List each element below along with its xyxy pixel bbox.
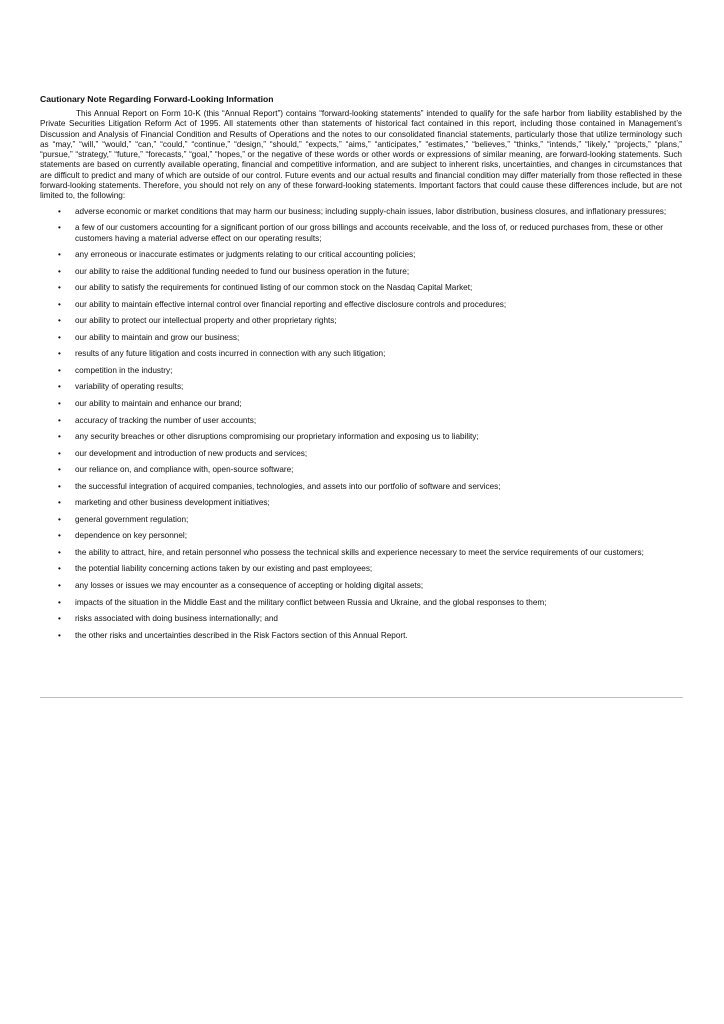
list-item-text: a few of our customers accounting for a significant portion of our gross billings and accounts receivable, and the loss of, or reduced purchases from, these or other customers having a material adverse effect on our operating results; xyxy=(75,223,663,243)
list-item-text: any security breaches or other disruptions compromising our proprietary information and exposing us to liability; xyxy=(75,432,479,442)
bullet-icon: • xyxy=(58,283,61,293)
list-item xyxy=(40,250,682,260)
list-item-text: our development and introduction of new products and services; xyxy=(75,448,308,458)
bullet-icon: • xyxy=(58,581,61,590)
bullet-icon: • xyxy=(58,432,61,442)
list-item xyxy=(40,432,682,442)
list-item-text: our ability to raise the additional funding needed to fund our business operation in the future; xyxy=(75,266,410,276)
list-item-text: general government regulation; xyxy=(75,514,189,524)
list-item xyxy=(40,333,682,343)
list-item-text: dependence on key personnel; xyxy=(75,531,187,541)
list-item-text: our ability to maintain effective internal control over financial reporting and effective disclosure controls and procedures; xyxy=(75,299,507,309)
intro-paragraph: This Annual Report on Form 10-K (this “Annual Report”) contains “forward-looking statements” intended to qualify for the safe harbor from liability established by the Private Securities Litigation Reform Act of 1995. All statements other than statements of historical fact contained in this report, including those contained in Management’s Discussion and Analysis of Financial Condition and Results of Operations and the notes to our consolidated financial statements, particularly those that utilize terminology such as “may,” “will,” “would,” “can,” “could,” “continue,” “design,” “should,” “expects,” “aims,” “anticipates,” “estimates,” “believes,” “thinks,” “intends,” “likely,” “projects,” “plans,” “pursue,” “strategy,” “future,” “forecasts,” “goal,” “hopes,” or the negative of these words or other words or expressions of similar meaning, are forward-looking statements. Such statements are based on currently available operating, financial and competitive information, and are subject to inherent risks, uncertainties, and changes in circumstances that are difficult to predict and many of which are outside of our control. Future events and our actual results and financial condition may differ materially from those reflected in these forward-looking statements. Therefore, you should not rely on any of these forward-looking statements. Important factors that could cause these differences include, but are not limited to, the following: xyxy=(40,109,682,201)
list-item xyxy=(40,531,682,541)
list-item xyxy=(40,598,682,608)
bullet-icon: • xyxy=(58,349,61,359)
bullet-icon: • xyxy=(58,614,61,624)
bullet-icon: • xyxy=(58,299,61,309)
list-item-text: marketing and other business development initiatives; xyxy=(75,498,270,508)
list-item xyxy=(40,631,682,641)
list-item-text: the other risks and uncertainties described in the Risk Factors section of this Annual Report. xyxy=(75,630,408,640)
section-divider xyxy=(40,697,683,698)
list-item-text: adverse economic or market conditions that may harm our business; including supply-chain issues, labor distribution, business closures, and inflationary pressures; xyxy=(75,206,667,216)
risk-factor-list xyxy=(40,207,682,641)
list-item xyxy=(40,300,682,310)
bullet-icon: • xyxy=(58,365,61,375)
bullet-icon: • xyxy=(58,398,61,408)
bullet-icon: • xyxy=(58,514,61,524)
bullet-icon: • xyxy=(58,382,61,392)
section-heading: Cautionary Note Regarding Forward-Looking Information xyxy=(40,94,274,104)
list-item-text: our ability to protect our intellectual property and other proprietary rights; xyxy=(75,316,337,326)
document-page xyxy=(40,94,682,647)
list-item xyxy=(40,564,682,574)
list-item xyxy=(40,399,682,409)
bullet-icon: • xyxy=(58,465,61,475)
list-item-text: the successful integration of acquired companies, technologies, and assets into our portfolio of software and services; xyxy=(75,481,501,491)
bullet-icon: • xyxy=(58,206,61,216)
bullet-icon: • xyxy=(58,415,61,425)
list-item-text: accuracy of tracking the number of user accounts; xyxy=(75,415,257,425)
list-item xyxy=(40,416,682,426)
bullet-icon: • xyxy=(58,448,61,458)
list-item-text: the potential liability concerning actions taken by our existing and past employees; xyxy=(75,564,373,574)
list-item xyxy=(40,515,682,525)
list-item xyxy=(40,614,682,624)
bullet-icon: • xyxy=(58,564,61,574)
list-item-text: any erroneous or inaccurate estimates or judgments relating to our critical accounting policies; xyxy=(75,250,416,260)
list-item-text: our ability to maintain and grow our business; xyxy=(75,332,240,342)
list-item-text: risks associated with doing business internationally; and xyxy=(75,614,278,624)
bullet-icon: • xyxy=(58,481,61,491)
bullet-icon: • xyxy=(58,630,61,640)
bullet-icon: • xyxy=(58,250,61,260)
list-item xyxy=(40,498,682,508)
list-item xyxy=(40,465,682,475)
list-item-text: variability of operating results; xyxy=(75,382,184,392)
list-item-text: our reliance on, and compliance with, open-source software; xyxy=(75,465,294,475)
list-item-text: competition in the industry; xyxy=(75,365,173,375)
list-item xyxy=(40,267,682,277)
list-item-text: our ability to maintain and enhance our brand; xyxy=(75,398,242,408)
bullet-icon: • xyxy=(58,332,61,342)
bullet-icon: • xyxy=(58,547,61,557)
list-item xyxy=(40,548,682,558)
list-item xyxy=(40,207,682,217)
list-item-text: results of any future litigation and costs incurred in connection with any such litigation; xyxy=(75,349,386,359)
bullet-icon: • xyxy=(58,498,61,508)
list-item xyxy=(40,482,682,492)
list-item xyxy=(40,366,682,376)
list-item xyxy=(40,316,682,326)
list-item xyxy=(40,449,682,459)
bullet-icon: • xyxy=(58,223,61,233)
list-item-text: our ability to satisfy the requirements for continued listing of our common stock on the Nasdaq Capital Market; xyxy=(75,283,473,293)
bullet-icon: • xyxy=(58,531,61,541)
list-item xyxy=(40,283,682,293)
list-item xyxy=(40,581,682,591)
list-item-text: the ability to attract, hire, and retain personnel who possess the technical skills and experience necessary to meet the service requirements of our customers; xyxy=(75,547,644,557)
list-item xyxy=(40,223,682,244)
bullet-icon: • xyxy=(58,266,61,276)
list-item xyxy=(40,382,682,392)
bullet-icon: • xyxy=(58,316,61,326)
list-item-text: impacts of the situation in the Middle East and the military conflict between Russia and Ukraine, and the global responses to them; xyxy=(75,597,547,607)
list-item-text: any losses or issues we may encounter as a consequence of accepting or holding digital assets; xyxy=(75,581,424,590)
bullet-icon: • xyxy=(58,597,61,607)
list-item xyxy=(40,349,682,359)
